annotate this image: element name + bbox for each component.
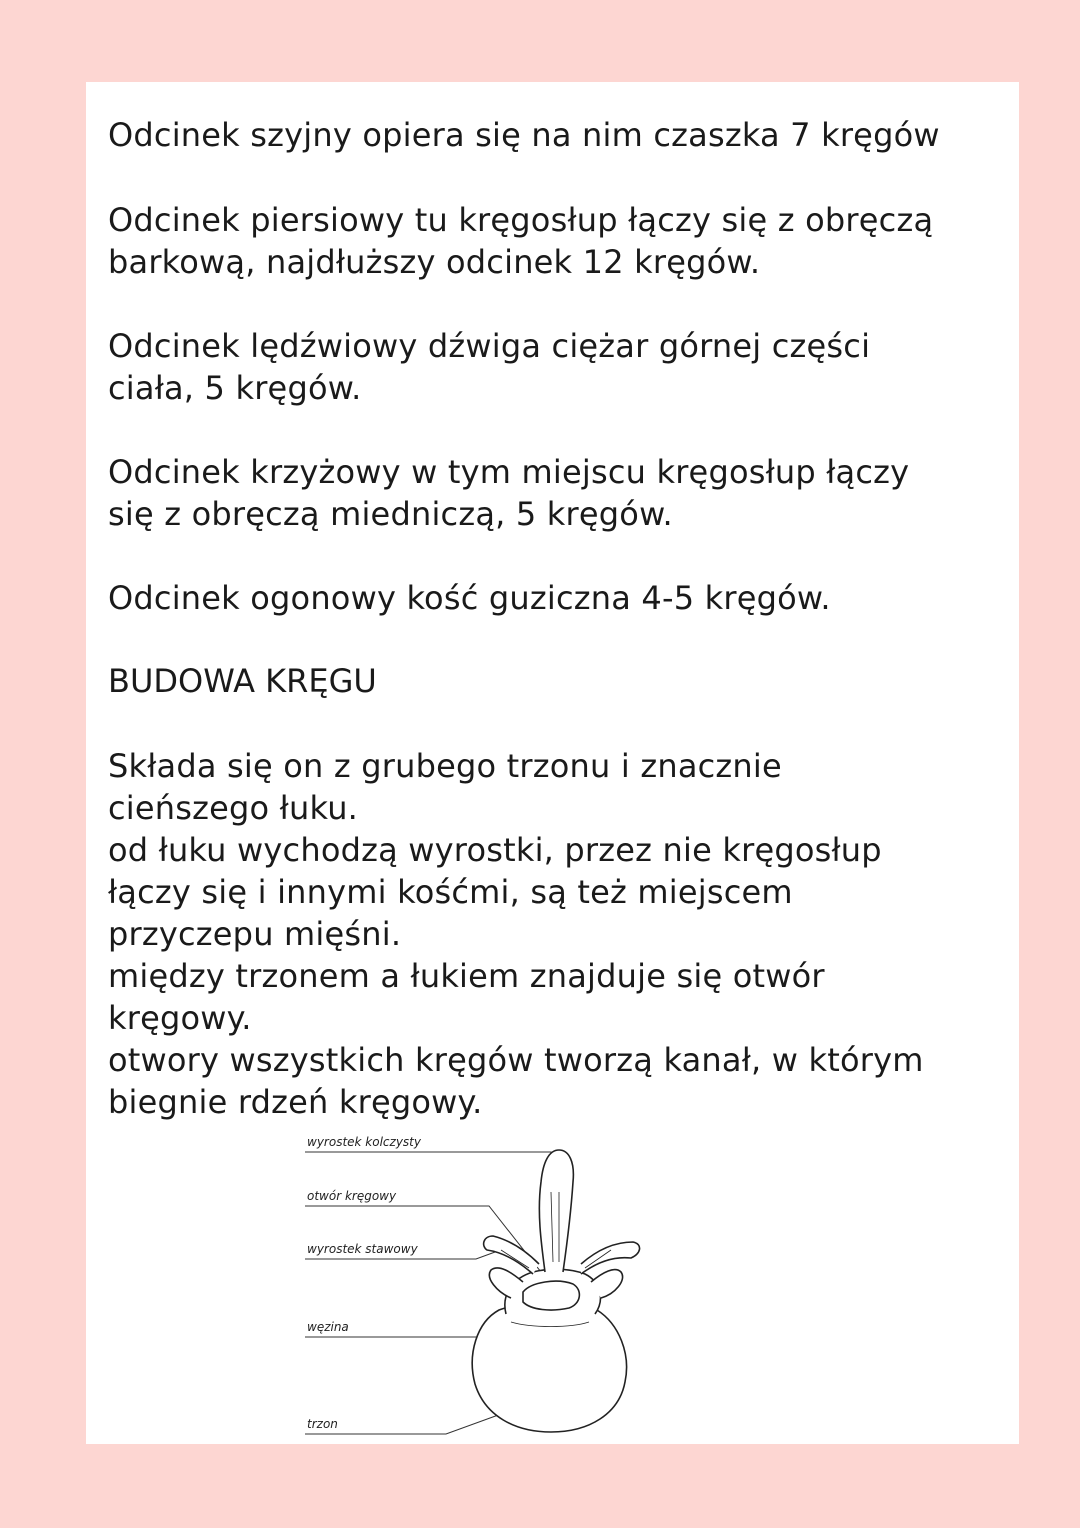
vertebra-diagram xyxy=(301,1132,721,1444)
text-line: od łuku wychodzą wyrostki, przez nie kręgosłup xyxy=(108,831,882,869)
text-line: łączy się i innymi kośćmi, są też miejscem xyxy=(108,873,793,911)
paragraph-coccygeal xyxy=(108,577,1008,619)
text-line: barkową, najdłuższy odcinek 12 kręgów. xyxy=(108,243,761,281)
paragraph-lumbar xyxy=(108,325,1008,409)
text-line: ciała, 5 kręgów. xyxy=(108,369,362,407)
text-line: Odcinek lędźwiowy dźwiga ciężar górnej części xyxy=(108,327,871,365)
text-line: się z obręczą miedniczą, 5 kręgów. xyxy=(108,495,673,533)
vertebra-illustration xyxy=(472,1150,639,1432)
text-line: Odcinek piersiowy tu kręgosłup łączy się z obręczą xyxy=(108,201,934,239)
text-line: kręgowy. xyxy=(108,999,252,1037)
label-spinous-process: wyrostek kolczysty xyxy=(307,1135,421,1149)
label-pedicle: węzina xyxy=(307,1320,349,1334)
text-line: cieńszego łuku. xyxy=(108,789,359,827)
text-line: Odcinek krzyżowy w tym miejscu kręgosłup łączy xyxy=(108,453,910,491)
label-vertebral-foramen: otwór kręgowy xyxy=(307,1189,397,1203)
text-line: biegnie rdzeń kręgowy. xyxy=(108,1083,483,1121)
text-line: między trzonem a łukiem znajduje się otwór xyxy=(108,957,825,995)
text-line: Odcinek ogonowy kość guziczna 4-5 kręgów. xyxy=(108,579,831,617)
label-body: trzon xyxy=(307,1417,338,1431)
section-heading: BUDOWA KRĘGU xyxy=(108,662,377,700)
text-line: Odcinek szyjny opiera się na nim czaszka 7 kręgów xyxy=(108,116,940,154)
document-page xyxy=(86,82,1019,1444)
text-line: Składa się on z grubego trzonu i znacznie xyxy=(108,747,782,785)
paragraph-cervical xyxy=(108,114,1008,156)
paragraph-vertebra-structure xyxy=(108,745,1008,1123)
paragraph-thoracic xyxy=(108,199,1008,283)
text-line: przyczepu mięśni. xyxy=(108,915,402,953)
label-articular-process: wyrostek stawowy xyxy=(307,1242,418,1256)
text-line: otwory wszystkich kręgów tworzą kanał, w którym xyxy=(108,1041,924,1079)
paragraph-sacral xyxy=(108,451,1008,535)
